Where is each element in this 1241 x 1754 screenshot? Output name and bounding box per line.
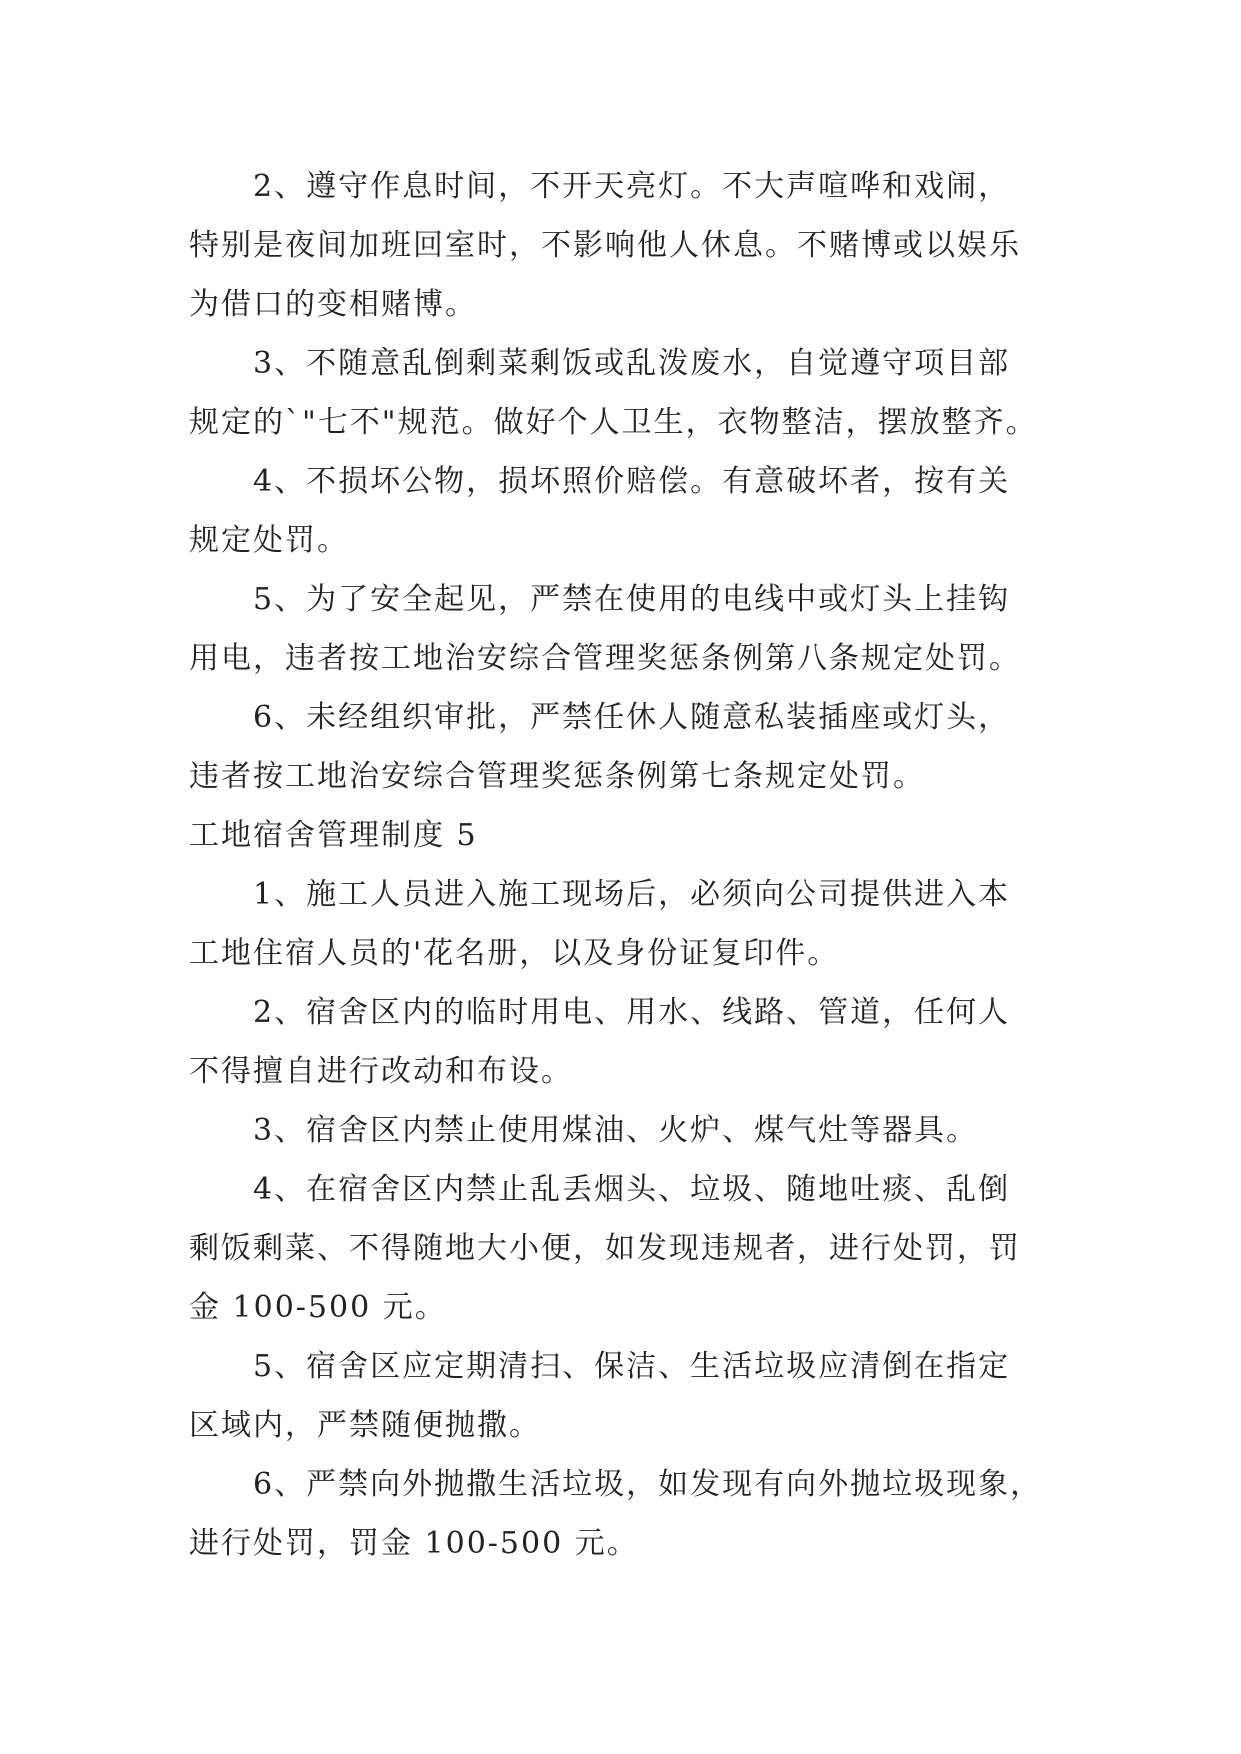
text-line: 3、不随意乱倒剩菜剩饭或乱泼废水，自觉遵守项目部 <box>253 346 1011 381</box>
text-line: 特别是夜间加班回室时，不影响他人休息。不赌博或以娱乐 <box>189 228 1021 263</box>
text-line: 金 100-500 元。 <box>189 1290 447 1325</box>
text-line: 6、未经组织审批，严禁任休人随意私装插座或灯头， <box>253 700 1011 735</box>
text-line: 区域内，严禁随便抛撒。 <box>189 1408 541 1443</box>
paragraph-1-registration <box>189 865 1069 983</box>
text-line: 用电，违者按工地治安综合管理奖惩条例第八条规定处罚。 <box>189 641 1021 676</box>
section-title: 工地宿舍管理制度 5 <box>189 818 478 853</box>
document-body <box>189 157 1069 1573</box>
paragraph-2-utilities <box>189 983 1069 1101</box>
section-heading <box>189 806 1069 865</box>
text-line: 2、遵守作息时间，不开天亮灯。不大声喧哗和戏闹， <box>253 169 1011 204</box>
text-line: 规定的`"七不"规范。做好个人卫生，衣物整洁，摆放整齐。 <box>189 405 1038 440</box>
paragraph-3-appliances <box>189 1101 1069 1160</box>
paragraph-2-schedule <box>189 157 1069 334</box>
paragraph-4-littering <box>189 1160 1069 1337</box>
paragraph-4-property <box>189 452 1069 570</box>
text-line: 4、不损坏公物，损坏照价赔偿。有意破坏者，按有关 <box>253 464 1011 499</box>
text-line: 不得擅自进行改动和布设。 <box>189 1054 573 1089</box>
text-line: 6、严禁向外抛撒生活垃圾，如发现有向外抛垃圾现象， <box>253 1467 1043 1502</box>
text-line: 1、施工人员进入施工现场后，必须向公司提供进入本 <box>253 877 1011 912</box>
paragraph-5-cleaning <box>189 1337 1069 1455</box>
text-line: 5、宿舍区应定期清扫、保洁、生活垃圾应清倒在指定 <box>253 1349 1011 1384</box>
text-line: 违者按工地治安综合管理奖惩条例第七条规定处罚。 <box>189 759 925 794</box>
text-line: 3、宿舍区内禁止使用煤油、火炉、煤气灶等器具。 <box>253 1113 979 1148</box>
paragraph-6-garbage <box>189 1455 1069 1573</box>
text-line: 4、在宿舍区内禁止乱丢烟头、垃圾、随地吐痰、乱倒 <box>253 1172 1011 1207</box>
text-line: 5、为了安全起见，严禁在使用的电线中或灯头上挂钩 <box>253 582 1011 617</box>
text-line: 剩饭剩菜、不得随地大小便，如发现违规者，进行处罚，罚 <box>189 1231 1021 1266</box>
paragraph-6-sockets <box>189 688 1069 806</box>
text-line: 2、宿舍区内的临时用电、用水、线路、管道，任何人 <box>253 995 1011 1030</box>
text-line: 为借口的变相赌博。 <box>189 287 477 322</box>
text-line: 进行处罚，罚金 100-500 元。 <box>189 1526 639 1561</box>
paragraph-5-electricity <box>189 570 1069 688</box>
text-line: 工地住宿人员的'花名册，以及身份证复印件。 <box>189 936 840 971</box>
paragraph-3-waste <box>189 334 1069 452</box>
text-line: 规定处罚。 <box>189 523 349 558</box>
